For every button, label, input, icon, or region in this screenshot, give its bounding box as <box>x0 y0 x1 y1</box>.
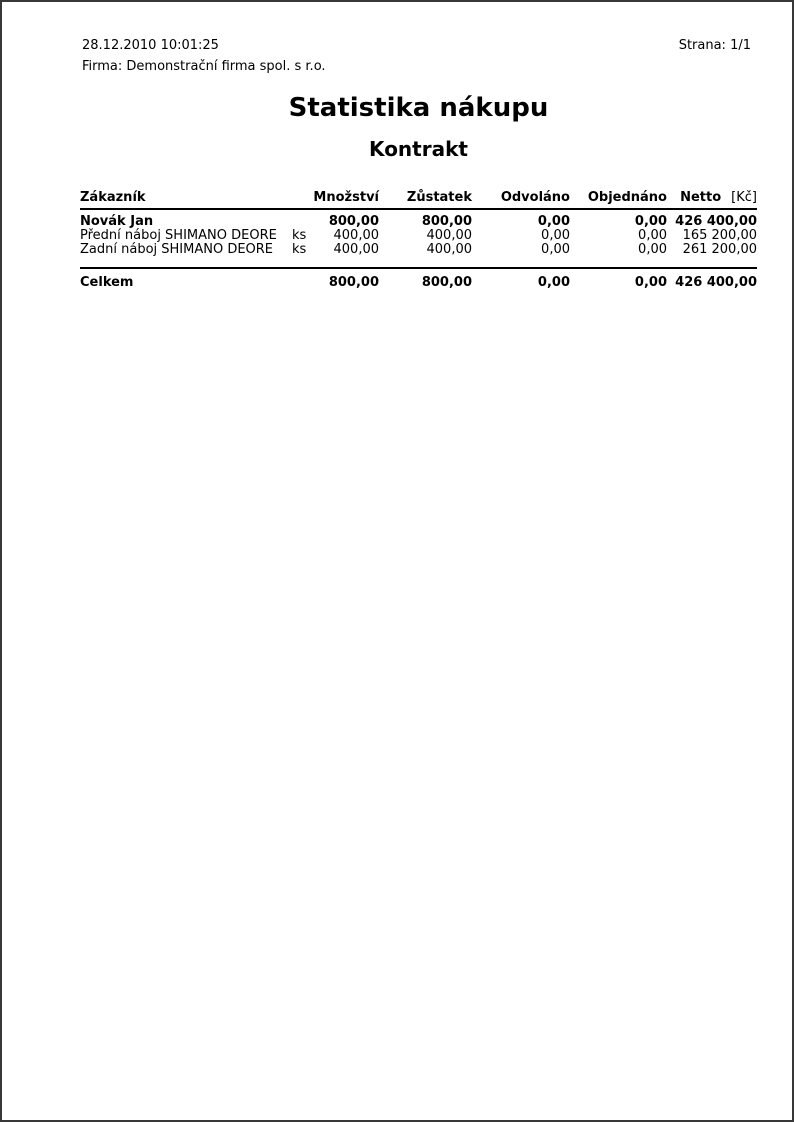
total-cancelled: 0,00 <box>537 275 570 290</box>
report-title: Statistika nákupu <box>288 93 549 123</box>
item-name: Zadní náboj SHIMANO DEORE <box>80 242 274 257</box>
item-unit: ks <box>292 228 307 243</box>
netto-label: Netto <box>680 190 722 205</box>
group-netto: 426 400,00 <box>675 214 757 229</box>
group-cancelled: 0,00 <box>537 214 570 229</box>
col-header-netto <box>667 190 757 205</box>
item-name-cell <box>80 242 307 257</box>
print-timestamp: 28.12.2010 10:01:25 <box>82 38 219 53</box>
item-cancelled: 0,00 <box>541 228 570 243</box>
report-subtitle: Kontrakt <box>369 137 468 161</box>
currency-unit-label: [Kč] <box>731 190 757 205</box>
company-line: Firma: Demonstrační firma spol. s r.o. <box>82 59 326 74</box>
total-row <box>80 276 757 290</box>
item-row <box>80 243 757 257</box>
item-netto: 165 200,00 <box>682 228 757 243</box>
col-header-balance: Zůstatek <box>406 190 472 205</box>
customer-name: Novák Jan <box>80 214 154 229</box>
item-name-cell <box>80 228 307 243</box>
item-name: Přední náboj SHIMANO DEORE <box>80 228 277 243</box>
item-netto: 261 200,00 <box>682 242 757 257</box>
col-header-cancelled: Odvoláno <box>500 190 570 205</box>
item-ordered: 0,00 <box>638 242 667 257</box>
col-header-ordered: Objednáno <box>587 190 667 205</box>
total-divider-line <box>80 267 757 269</box>
total-quantity: 800,00 <box>328 275 379 290</box>
customer-group-row <box>80 215 757 229</box>
group-ordered: 0,00 <box>634 214 667 229</box>
total-balance: 800,00 <box>421 275 472 290</box>
page-number: Strana: 1/1 <box>678 38 751 53</box>
item-cancelled: 0,00 <box>541 242 570 257</box>
total-netto: 426 400,00 <box>675 275 757 290</box>
total-label: Celkem <box>80 275 134 290</box>
item-quantity: 400,00 <box>333 242 379 257</box>
item-balance: 400,00 <box>426 242 472 257</box>
table-header-row <box>80 190 757 210</box>
group-quantity: 800,00 <box>328 214 379 229</box>
item-unit: ks <box>292 242 307 257</box>
statistics-table <box>80 190 757 290</box>
col-header-quantity: Množství <box>313 190 379 205</box>
item-ordered: 0,00 <box>638 228 667 243</box>
item-quantity: 400,00 <box>333 228 379 243</box>
item-balance: 400,00 <box>426 228 472 243</box>
item-row <box>80 229 757 243</box>
group-balance: 800,00 <box>421 214 472 229</box>
col-header-customer: Zákazník <box>80 190 146 205</box>
total-ordered: 0,00 <box>634 275 667 290</box>
